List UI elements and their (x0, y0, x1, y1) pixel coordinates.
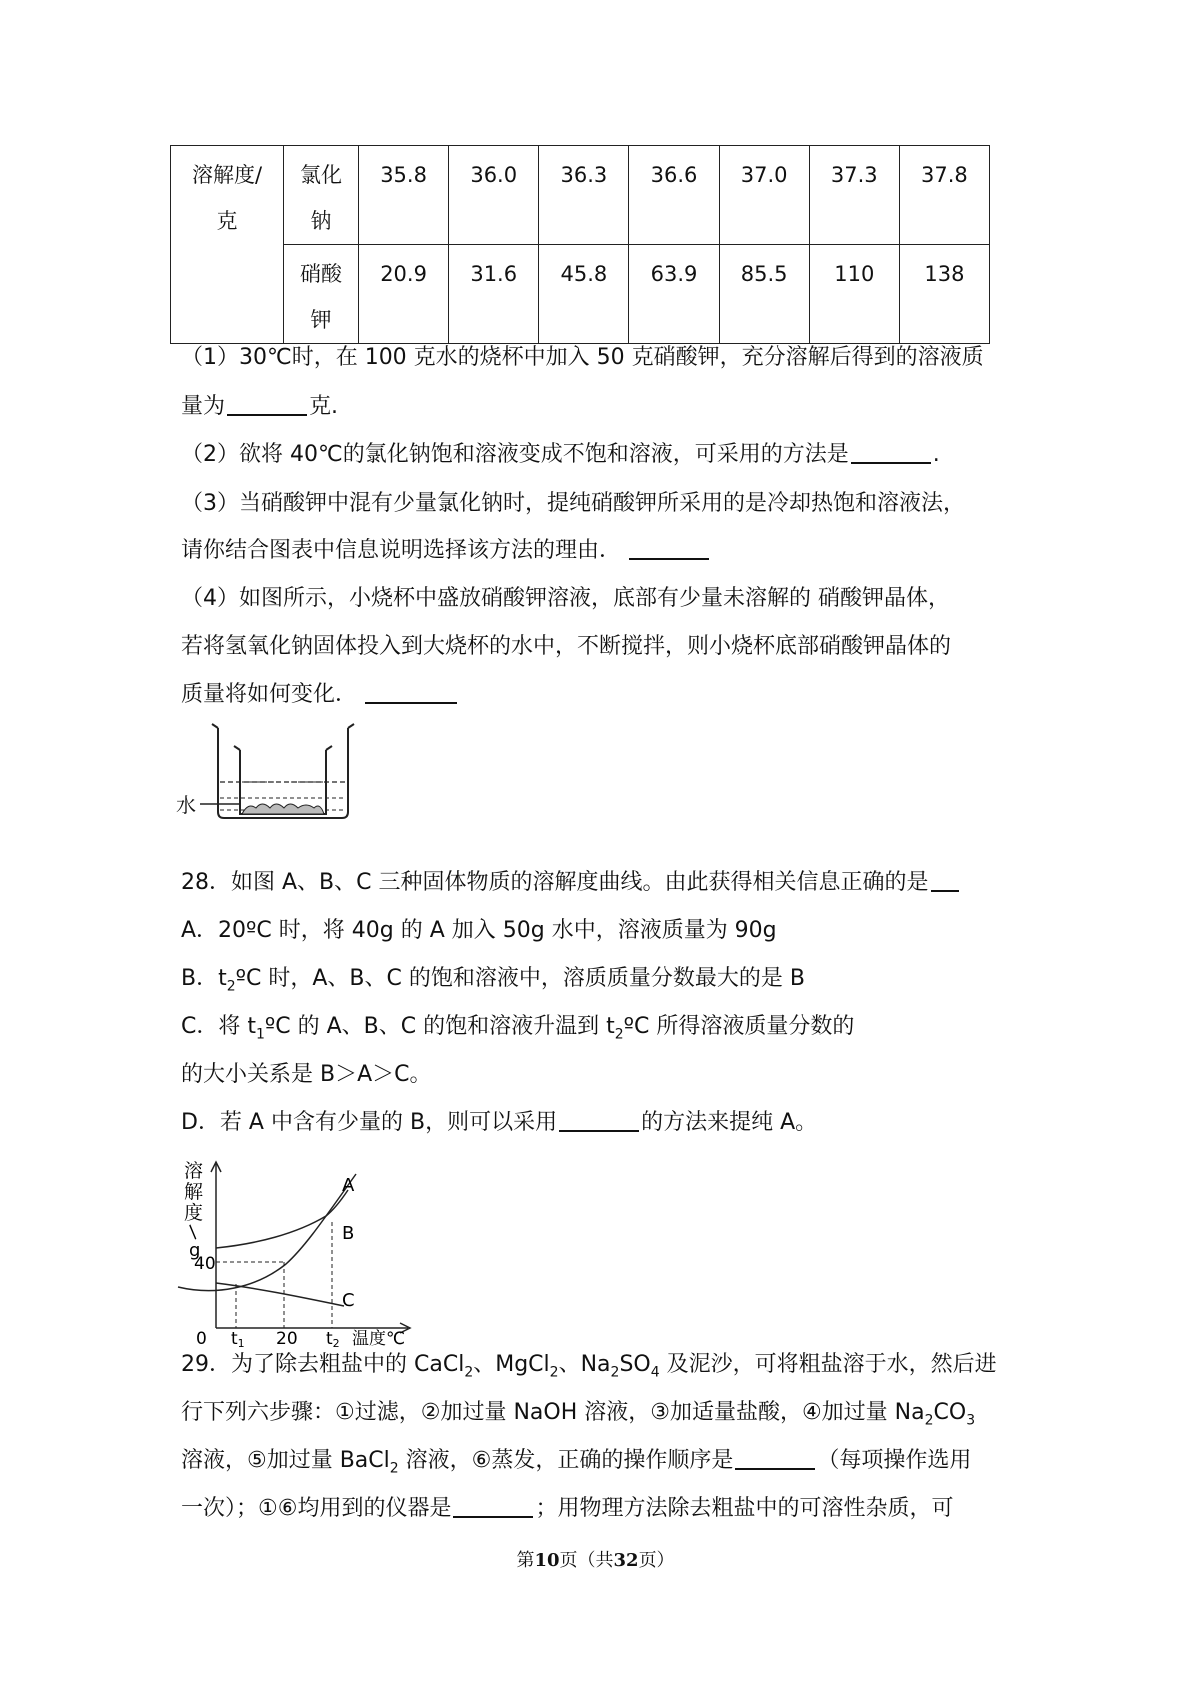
value-cell: 37.8 (899, 146, 989, 245)
row-name-line-2: 钾 (310, 308, 332, 332)
x-tick-20: 20 (276, 1329, 298, 1349)
q29-line3 (181, 1446, 971, 1483)
subscript: 2 (549, 1364, 559, 1381)
beaker-diagram (176, 718, 356, 824)
crystal-deposit (242, 804, 324, 814)
q28-option-d (181, 1108, 817, 1138)
option-text: 的方法来提纯 A。 (641, 1110, 818, 1135)
value-cell: 138 (899, 245, 989, 344)
value-cell: 36.3 (539, 146, 629, 245)
subscript: 2 (389, 1460, 399, 1477)
q29-text: 一次）；①⑥均用到的仪器是 (181, 1496, 452, 1521)
x-tick-0: 0 (196, 1329, 207, 1349)
answer-blank[interactable] (453, 1494, 533, 1518)
value-cell: 35.8 (359, 146, 449, 245)
subscript: 2 (464, 1364, 474, 1381)
option-text: B．t (181, 966, 227, 991)
option-text: ºC 的 A、B、C 的饱和溶液升温到 t (264, 1014, 615, 1039)
q27-part2-end: . (932, 442, 940, 467)
row-name-line-1: 氯化 (300, 163, 342, 187)
q27-part1-unit: 克. (309, 394, 339, 419)
value-cell: 85.5 (719, 245, 809, 344)
solubility-curve-graph (176, 1156, 426, 1350)
value-cell: 37.0 (719, 146, 809, 245)
value-cell: 36.0 (449, 146, 539, 245)
q27-part1-line1: （1）30℃时，在 100 克水的烧杯中加入 50 克硝酸钾，充分溶解后得到的溶液质 (181, 345, 984, 370)
value-cell: 63.9 (629, 245, 719, 344)
row-name-cell (284, 245, 359, 344)
q27-part3-line1: （3）当硝酸钾中混有少量氯化钠时，提纯硝酸钾所采用的是冷却热饱和溶液法， (181, 491, 965, 516)
q27-part1-line2 (181, 392, 338, 422)
header-cell (171, 146, 284, 344)
table-row (171, 245, 990, 344)
table-row (171, 146, 990, 245)
q27-part4-line2: 若将氢氧化钠固体投入到大烧杯的水中，不断搅拌，则小烧杯底部硝酸钾晶体的 (181, 634, 952, 659)
subscript: 3 (966, 1412, 976, 1429)
y-axis-label-char: 解 (184, 1181, 204, 1203)
q29-text: CO (933, 1400, 967, 1425)
subscript: 2 (226, 978, 236, 995)
q28-stem (181, 868, 961, 898)
footer-text: 页） (638, 1550, 675, 1571)
q29-text: （每项操作选用 (817, 1448, 972, 1473)
subscript: 2 (610, 1364, 620, 1381)
answer-blank[interactable] (851, 440, 931, 464)
subscript: 4 (650, 1364, 660, 1381)
page-number: 10 (534, 1550, 560, 1571)
y-axis-label-char: g (189, 1240, 201, 1261)
q27-part2-text: （2）欲将 40℃的氯化钠饱和溶液变成不饱和溶液，可采用的方法是 (181, 442, 849, 467)
beaker-lip (212, 724, 354, 728)
curve-c (216, 1283, 344, 1306)
subscript: 2 (924, 1412, 934, 1429)
option-text: C．将 t (181, 1014, 256, 1039)
q28-option-b (181, 964, 805, 1001)
q28-option-a: A．20ºC 时，将 40g 的 A 加入 50g 水中，溶液质量为 90g (181, 918, 777, 943)
row-name-line-1: 硝酸 (300, 262, 342, 286)
option-text: D．若 A 中含有少量的 B，则可以采用 (181, 1110, 558, 1135)
q27-part3-line2 (181, 536, 711, 566)
answer-blank[interactable] (931, 868, 959, 892)
q29-text: 行下列六步骤：①过滤，②加过量 NaOH 溶液，③加适量盐酸，④加过量 Na (181, 1400, 925, 1425)
q29-text: 及泥沙，可将粗盐溶于水，然后进 (659, 1352, 997, 1377)
q29-text: 、Na (558, 1352, 611, 1377)
value-cell: 110 (809, 245, 899, 344)
y-axis-label-char: 溶 (184, 1160, 204, 1182)
q29-text: 29．为了除去粗盐中的 CaCl (181, 1352, 465, 1377)
option-text: ºC 时，A、B、C 的饱和溶液中，溶质质量分数最大的是 B (235, 966, 805, 991)
curve-b (216, 1190, 348, 1248)
header-line-1: 溶解度/ (191, 163, 263, 187)
subscript: 1 (255, 1026, 265, 1043)
footer-text: 第 (516, 1550, 535, 1571)
subscript: 2 (614, 1026, 624, 1043)
answer-blank[interactable] (629, 536, 709, 560)
curve-c-label: C (342, 1290, 355, 1311)
curve-b-label: B (342, 1223, 355, 1244)
small-beaker-lip (234, 746, 332, 750)
x-axis-label: 温度℃ (352, 1329, 406, 1349)
q28-stem-text: 28．如图 A、B、C 三种固体物质的溶解度曲线。由此获得相关信息正确的是 (181, 870, 929, 895)
q29-text: ；用物理方法除去粗盐中的可溶性杂质，可 (535, 1496, 954, 1521)
q27-part4-line1: （4）如图所示，小烧杯中盛放硝酸钾溶液，底部有少量未溶解的 硝酸钾晶体， (181, 586, 950, 611)
value-cell: 37.3 (809, 146, 899, 245)
row-name-cell (284, 146, 359, 245)
x-tick-t2: t2 (326, 1329, 340, 1350)
water-label: 水 (176, 793, 196, 817)
answer-blank[interactable] (735, 1446, 815, 1470)
q29-text: 溶液，⑤加过量 BaCl (181, 1448, 390, 1473)
q28-option-c-cont: 的大小关系是 B＞A＞C。 (181, 1062, 432, 1087)
page-footer (0, 1546, 1191, 1572)
footer-text: 页（共 (559, 1550, 614, 1571)
value-cell: 31.6 (449, 245, 539, 344)
option-text: ºC 所得溶液质量分数的 (623, 1014, 855, 1039)
q29-line1 (181, 1350, 997, 1387)
q27-part3-text: 请你结合图表中信息说明选择该方法的理由． (181, 538, 622, 563)
x-tick-t1: t1 (231, 1329, 245, 1350)
q27-part2-line (181, 440, 940, 470)
value-cell: 36.6 (629, 146, 719, 245)
solubility-table (170, 145, 990, 344)
total-pages: 32 (613, 1550, 639, 1571)
value-cell: 45.8 (539, 245, 629, 344)
y-axis-label-char: 度 (184, 1202, 204, 1224)
curve-a-label: A (342, 1175, 355, 1196)
y-tick-40: 40 (194, 1254, 216, 1274)
y-axis-label-char: / (183, 1222, 203, 1243)
q27-part1-text: 量为 (181, 394, 226, 419)
header-line-2: 克 (216, 209, 238, 233)
value-cell: 20.9 (359, 245, 449, 344)
q29-text: SO (619, 1352, 651, 1377)
answer-blank[interactable] (559, 1108, 639, 1132)
q29-line4 (181, 1494, 953, 1524)
q28-option-c (181, 1012, 854, 1049)
q27-part4-text: 质量将如何变化． (181, 682, 358, 707)
row-name-line-2: 钠 (310, 209, 332, 233)
q29-text: 、MgCl (473, 1352, 550, 1377)
answer-blank[interactable] (227, 392, 307, 416)
q27-part4-line3 (181, 680, 459, 710)
q29-line2 (181, 1398, 975, 1435)
answer-blank[interactable] (365, 680, 457, 704)
q29-text: 溶液，⑥蒸发，正确的操作顺序是 (398, 1448, 734, 1473)
